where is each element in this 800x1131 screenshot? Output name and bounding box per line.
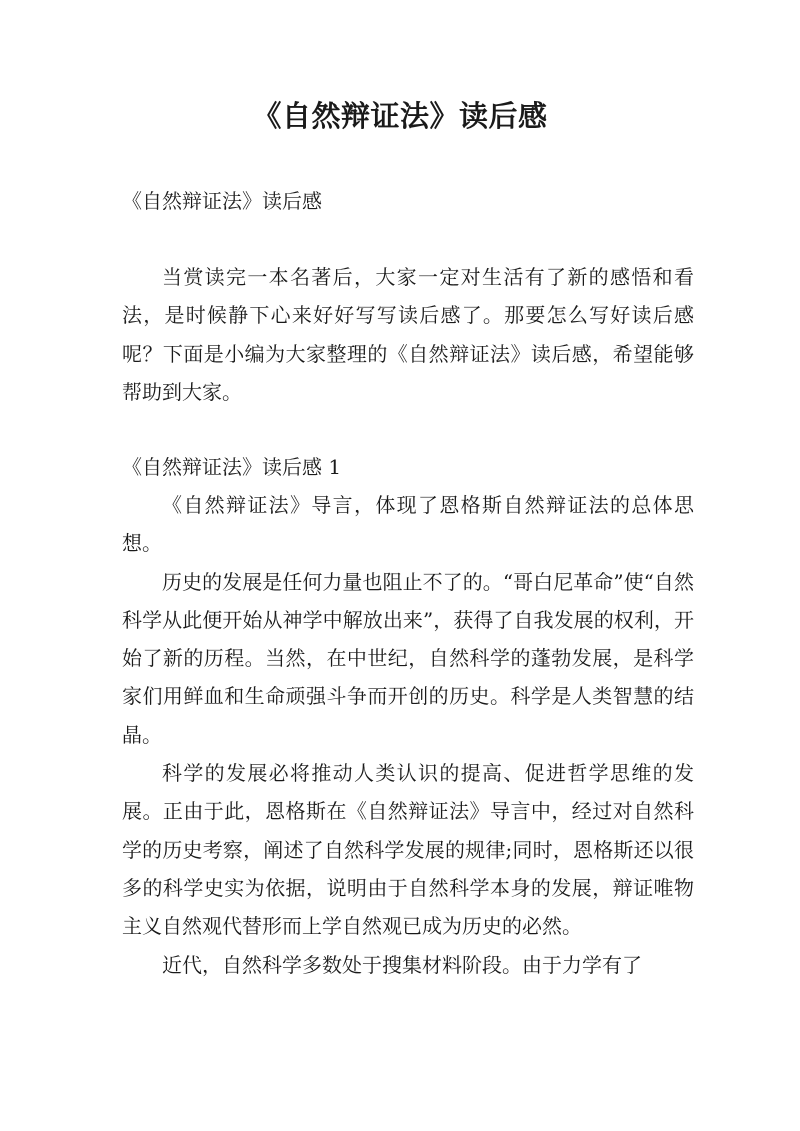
section-heading: 《自然辩证法》读后感 1 (122, 455, 342, 479)
section-body (122, 486, 694, 984)
body-paragraph: 历史的发展是任何力量也阻止不了的。“哥白尼革命”使“自然科学从此便开始从神学中解放出来”，获得了自我发展的权利，开始了新的历程。当然，在中世纪，自然科学的蓬勃发展，是科学家们用鲜血和生命顽强斗争而开创的历史。科学是人类智慧的结晶。 (122, 569, 694, 747)
intro-paragraph: 当赏读完一本名著后，大家一定对生活有了新的感悟和看法，是时候静下心来好好写写读后感了。那要怎么写好读后感呢？下面是小编为大家整理的《自然辩证法》读后感，希望能够帮助到大家。 (122, 265, 694, 404)
body-paragraph: 科学的发展必将推动人类认识的提高、促进哲学思维的发展。正由于此，恩格斯在《自然辩证法》导言中，经过对自然科学的历史考察，阐述了自然科学发展的规律;同时，恩格斯还以很多的科学史实为依据，说明由于自然科学本身的发展，辩证唯物主义自然观代替形而上学自然观已成为历史的必然。 (122, 761, 694, 939)
document-subtitle: 《自然辩证法》读后感 (122, 189, 322, 213)
document-title: 《自然辩证法》读后感 (252, 99, 548, 133)
body-paragraph: 近代，自然科学多数处于搜集材料阶段。由于力学有了 (162, 952, 642, 977)
body-paragraph: 《自然辩证法》导言，体现了恩格斯自然辩证法的总体思想。 (122, 493, 694, 556)
